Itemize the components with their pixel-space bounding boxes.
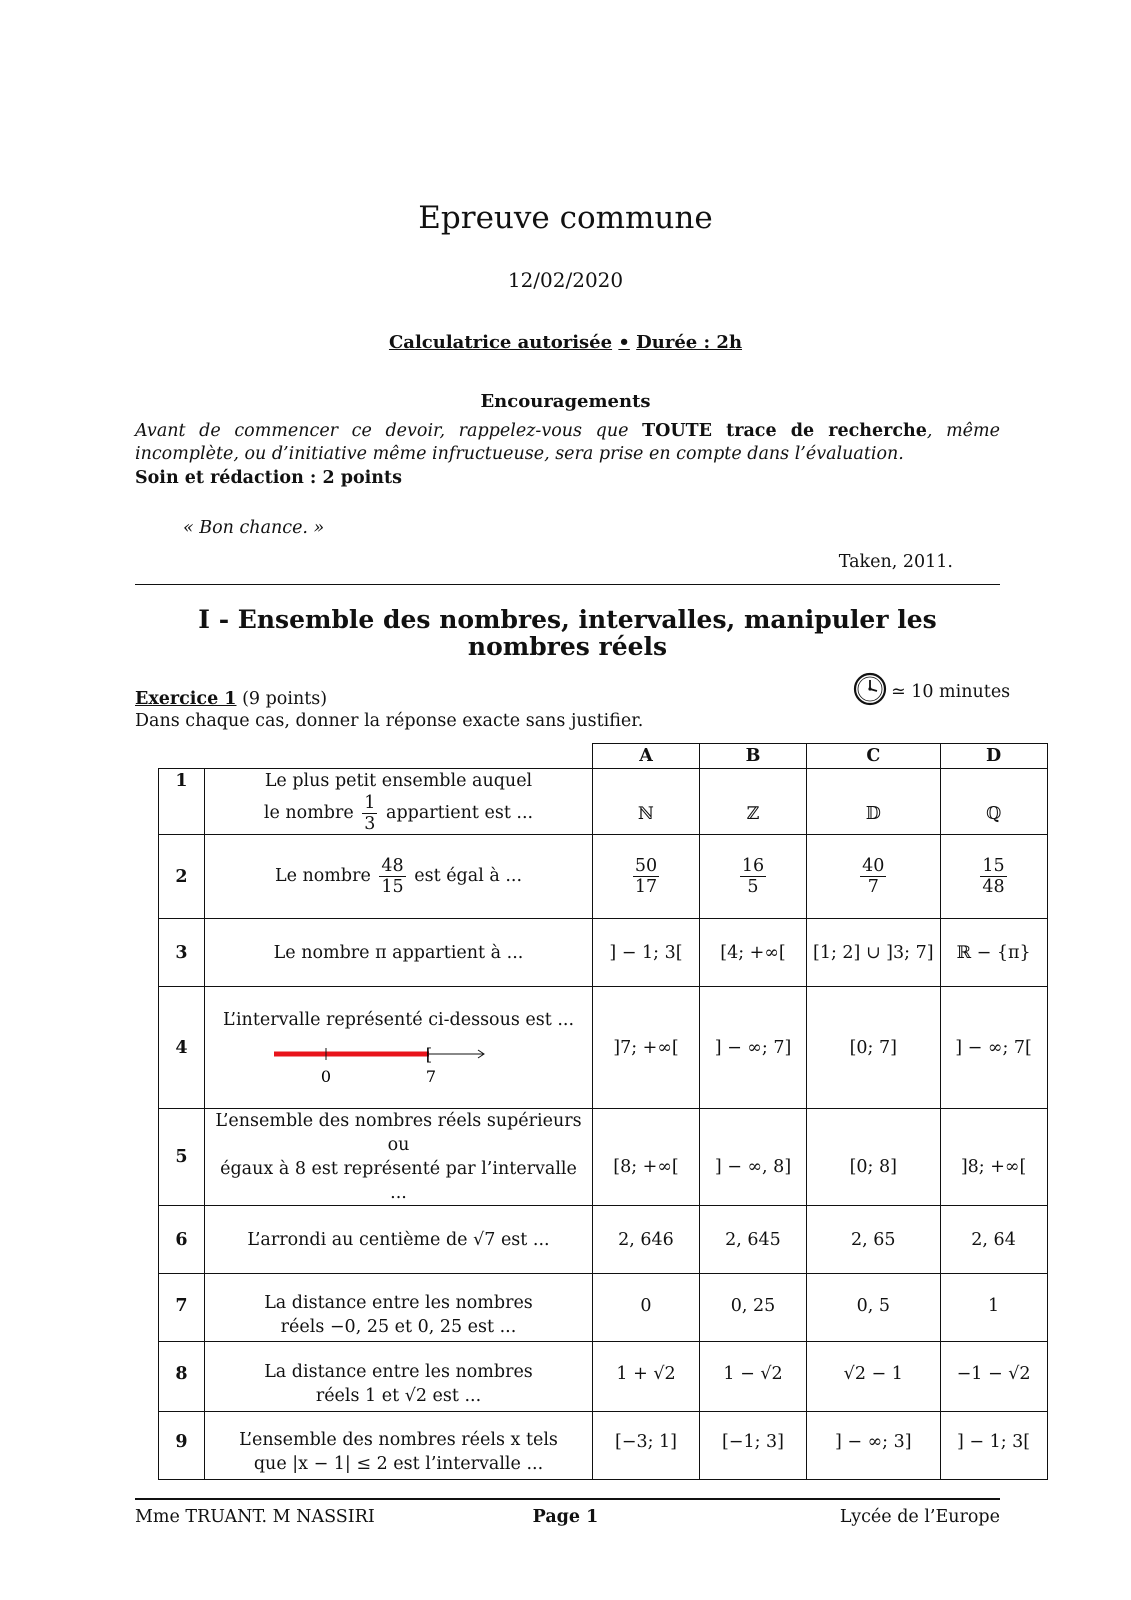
fraction xyxy=(633,856,659,897)
question-text xyxy=(205,1342,593,1412)
mcq-table xyxy=(158,743,1048,1480)
option-d: ]8; +∞[ xyxy=(940,1109,1047,1206)
question-text xyxy=(205,1412,593,1480)
clock-icon xyxy=(853,672,887,711)
exercise-duration: ≃ 10 minutes xyxy=(891,681,1011,702)
option-d: ] − ∞; 7[ xyxy=(940,987,1047,1109)
footer-authors: Mme TRUANT. M NASSIRI xyxy=(135,1507,375,1527)
question-line xyxy=(211,793,586,834)
question-line: égaux à 8 est représenté par l’intervalle ... xyxy=(220,1159,577,1203)
question-number: 2 xyxy=(159,835,205,919)
option-b: 0, 25 xyxy=(700,1274,807,1342)
fraction-denominator: 3 xyxy=(364,814,376,834)
question-number: 6 xyxy=(159,1206,205,1274)
table-row xyxy=(159,1342,1048,1412)
exercise-timer xyxy=(853,672,1010,711)
question-fragment: est égal à ... xyxy=(414,866,523,886)
quote: « Bon chance. » xyxy=(183,518,325,538)
question-number: 3 xyxy=(159,919,205,987)
exam-conditions xyxy=(0,332,1131,353)
table-row xyxy=(159,1206,1048,1274)
option-d xyxy=(940,835,1047,919)
option-c: [0; 7] xyxy=(807,987,941,1109)
option-c: [1; 2] ∪ ]3; 7] xyxy=(807,919,941,987)
option-b: ] − ∞, 8] xyxy=(700,1109,807,1206)
question-text xyxy=(205,835,593,919)
footer-school: Lycée de l’Europe xyxy=(839,1507,1000,1527)
question-fragment: le nombre xyxy=(263,803,354,823)
option-a: 1 + √2 xyxy=(593,1342,700,1412)
fraction-denominator: 48 xyxy=(982,877,1005,897)
question-fragment: appartient est ... xyxy=(386,803,534,823)
fraction-numerator: 16 xyxy=(741,856,765,876)
question-text xyxy=(205,987,593,1109)
option-b: [4; +∞[ xyxy=(700,919,807,987)
table-row xyxy=(159,987,1048,1109)
number-line-figure xyxy=(269,1040,529,1088)
presentation-points: Soin et rédaction : 2 points xyxy=(135,468,402,488)
question-fragment: Le nombre xyxy=(274,866,371,886)
question-line: La distance entre les nombres xyxy=(264,1361,533,1382)
option-a: 2, 646 xyxy=(593,1206,700,1274)
question-text xyxy=(205,769,593,835)
table-row xyxy=(159,769,1048,835)
question-line: réels −0, 25 et 0, 25 est ... xyxy=(280,1316,517,1337)
option-b: ] − ∞; 7] xyxy=(700,987,807,1109)
page-number: Page 1 xyxy=(532,1507,599,1527)
option-b: [−1; 3] xyxy=(700,1412,807,1480)
option-d: ] − 1; 3[ xyxy=(940,1412,1047,1480)
option-c: √2 − 1 xyxy=(807,1342,941,1412)
encouragement-text-before: Avant de commencer ce devoir, rappelez-vous que xyxy=(135,421,629,441)
option-a xyxy=(593,835,700,919)
quote-attribution: Taken, 2011. xyxy=(838,552,953,572)
option-c: 𝔻 xyxy=(807,769,941,835)
question-fragment: L’arrondi au centième de xyxy=(247,1229,468,1250)
axis-label-zero: 0 xyxy=(320,1066,331,1086)
square-root: √7 xyxy=(473,1229,496,1250)
fraction-denominator: 15 xyxy=(381,877,404,897)
question-line: réels 1 et √2 est ... xyxy=(315,1385,482,1406)
option-a: 0 xyxy=(593,1274,700,1342)
option-c: 2, 65 xyxy=(807,1206,941,1274)
fraction-denominator: 7 xyxy=(867,877,879,897)
encouragement-heading: Encouragements xyxy=(480,391,651,412)
fraction-denominator: 5 xyxy=(747,877,759,897)
option-b: 1 − √2 xyxy=(700,1342,807,1412)
question-text: Le nombre π appartient à ... xyxy=(205,919,593,987)
question-line: L’ensemble des nombres réels x tels xyxy=(239,1429,558,1450)
fraction-numerator: 40 xyxy=(862,856,885,876)
bullet-separator: • xyxy=(618,332,630,353)
question-fragment: est ... xyxy=(500,1229,550,1250)
question-line: La distance entre les nombres xyxy=(264,1292,533,1313)
option-c: 0, 5 xyxy=(807,1274,941,1342)
option-c: [0; 8] xyxy=(807,1109,941,1206)
option-b xyxy=(700,835,807,919)
fraction-numerator: 15 xyxy=(982,856,1005,876)
question-line: que |x − 1| ≤ 2 est l’intervalle ... xyxy=(253,1453,544,1474)
footer-divider xyxy=(135,1498,1000,1500)
option-c xyxy=(807,835,941,919)
calculator-note: Calculatrice autorisée xyxy=(388,332,613,353)
option-a: ] − 1; 3[ xyxy=(593,919,700,987)
option-a: ]7; +∞[ xyxy=(593,987,700,1109)
option-d: ℝ − {π} xyxy=(940,919,1047,987)
fraction xyxy=(860,856,886,897)
question-text xyxy=(205,1206,593,1274)
question-text xyxy=(205,1274,593,1342)
fraction-numerator: 50 xyxy=(634,856,658,876)
question-number: 7 xyxy=(159,1274,205,1342)
table-row xyxy=(159,1412,1048,1480)
duration-note: Durée : 2h xyxy=(636,332,743,353)
table-row xyxy=(159,1274,1048,1342)
fraction xyxy=(980,856,1006,897)
fraction xyxy=(740,856,766,897)
option-d: 1 xyxy=(940,1274,1047,1342)
question-number: 5 xyxy=(159,1109,205,1206)
fraction-denominator: 17 xyxy=(634,877,658,897)
section-title: I - Ensemble des nombres, intervalles, manipuler les nombres réels xyxy=(198,605,937,661)
fraction-numerator: 48 xyxy=(381,856,404,876)
column-header-b: B xyxy=(700,744,807,769)
question-number: 1 xyxy=(159,769,205,835)
question-text xyxy=(205,1109,593,1206)
option-b: ℤ xyxy=(700,769,807,835)
option-b: 2, 645 xyxy=(700,1206,807,1274)
column-header-a: A xyxy=(593,744,700,769)
page-title: Epreuve commune xyxy=(418,200,713,236)
question-line: L’ensemble des nombres réels supérieurs ou xyxy=(215,1111,582,1155)
exercise-number: Exercice 1 xyxy=(135,689,237,709)
option-d: 2, 64 xyxy=(940,1206,1047,1274)
option-d: ℚ xyxy=(940,769,1047,835)
option-c: ] − ∞; 3] xyxy=(807,1412,941,1480)
table-row xyxy=(159,1109,1048,1206)
column-header-d: D xyxy=(940,744,1047,769)
fraction xyxy=(362,793,377,834)
section-divider xyxy=(135,584,1000,585)
table-header-row xyxy=(159,744,1048,769)
interval-bracket: [ xyxy=(425,1044,432,1065)
question-number: 9 xyxy=(159,1412,205,1480)
table-row xyxy=(159,835,1048,919)
encouragement-text-bold: TOUTE trace de recherche xyxy=(642,421,927,441)
question-line: Le plus petit ensemble auquel xyxy=(264,771,533,791)
encouragement-text xyxy=(135,420,1000,466)
exam-date: 12/02/2020 xyxy=(507,268,624,292)
exercise-points: (9 points) xyxy=(242,689,328,709)
fraction xyxy=(379,856,405,897)
table-row xyxy=(159,919,1048,987)
exercise-label xyxy=(135,689,327,709)
header-blank xyxy=(205,744,593,769)
question-number: 8 xyxy=(159,1342,205,1412)
option-a: [8; +∞[ xyxy=(593,1109,700,1206)
option-a: [−3; 1] xyxy=(593,1412,700,1480)
column-header-c: C xyxy=(807,744,941,769)
question-number: 4 xyxy=(159,987,205,1109)
header-blank xyxy=(159,744,205,769)
question-line: L’intervalle représenté ci-dessous est ... xyxy=(222,1009,575,1030)
option-a: ℕ xyxy=(593,769,700,835)
encouragement-text-after: , même incomplète, ou d’initiative même infructueuse, sera prise en compte dans l’évaluation. xyxy=(135,421,1000,464)
fraction-numerator: 1 xyxy=(364,793,376,813)
exercise-instruction: Dans chaque cas, donner la réponse exacte sans justifier. xyxy=(135,711,644,731)
option-d: −1 − √2 xyxy=(940,1342,1047,1412)
axis-label-seven: 7 xyxy=(425,1066,436,1086)
